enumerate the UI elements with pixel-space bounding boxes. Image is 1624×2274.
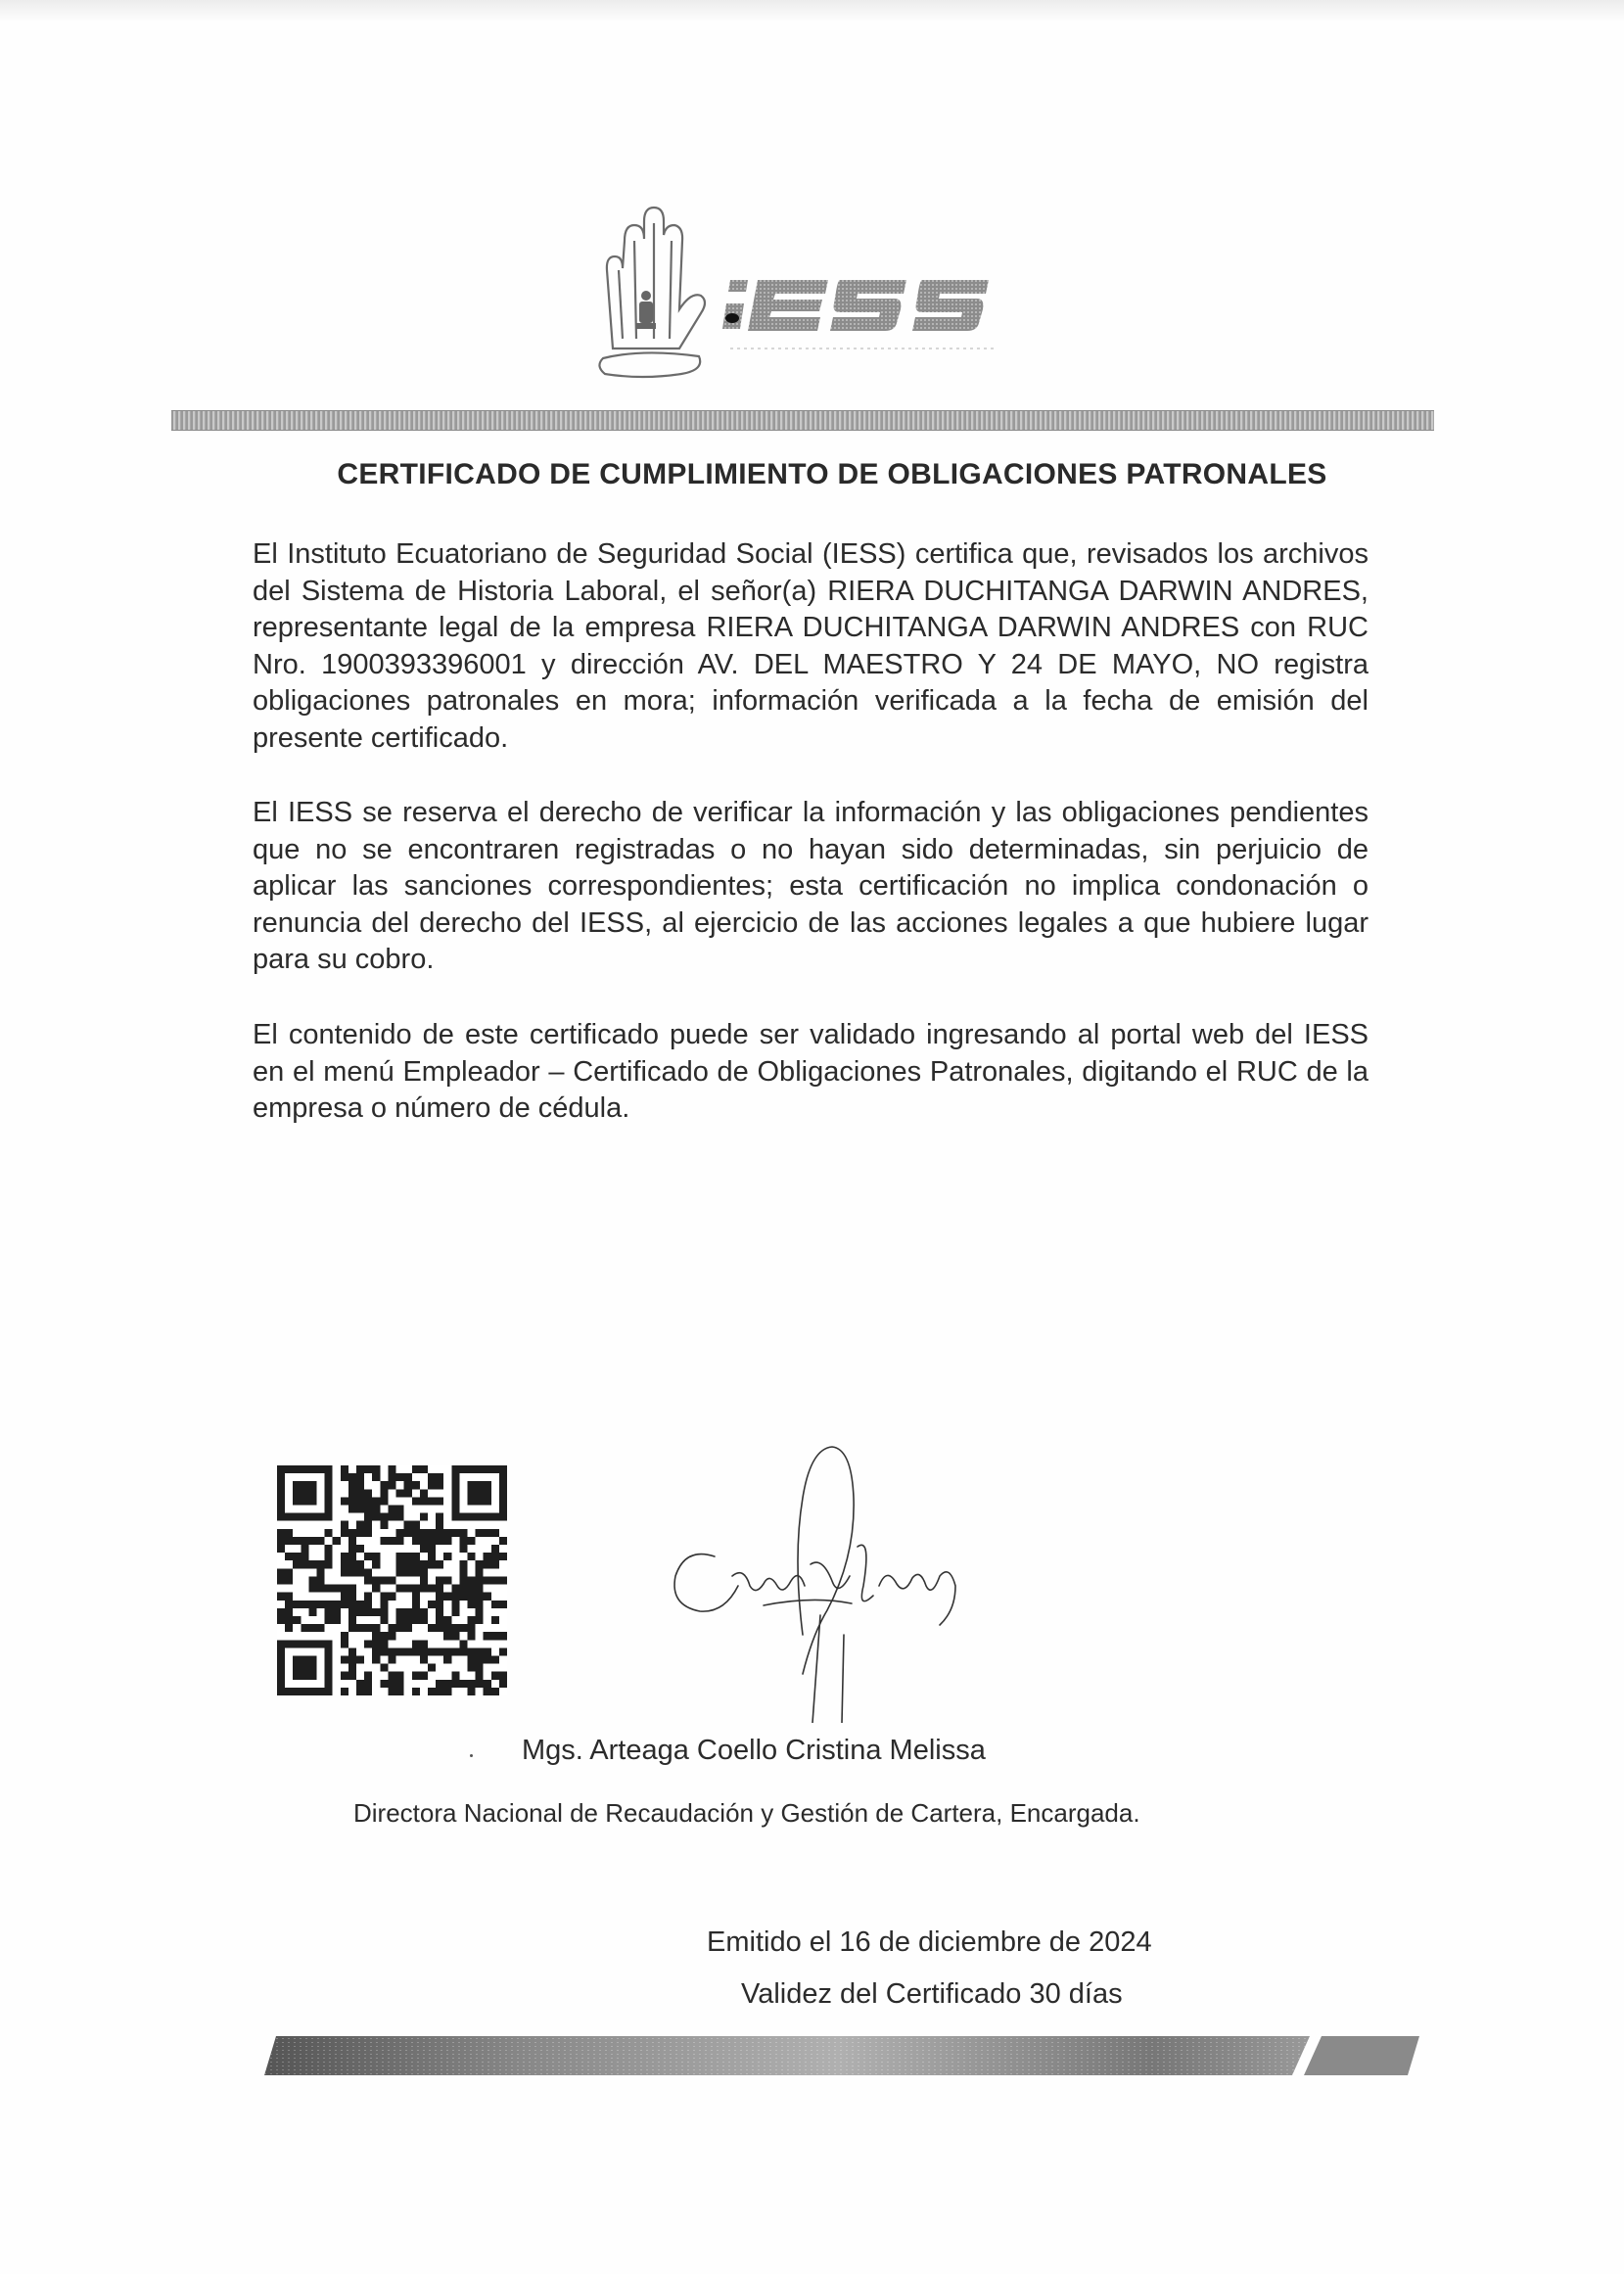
iess-logo: [583, 202, 1004, 388]
issue-date: Emitido el 16 de diciembre de 2024: [707, 1926, 1152, 1958]
paragraph-certification: El Instituto Ecuatoriano de Seguridad Social (IESS) certifica que, revisados los archivos del Sistema de Historia Laboral, el señor(a) RIERA DUCHITANGA DARWIN ANDRES, representante legal de la empresa RIERA DUCHITANGA DARWIN ANDRES con RUC Nro. 1900393396001 y dirección AV. DEL MAESTRO Y 24 DE MAYO, NO registra obligaciones patronales en mora; información verificada a la fecha de emisión del presente certificado.: [253, 538, 1369, 754]
signer-name: Mgs. Arteaga Coello Cristina Melissa: [522, 1735, 986, 1766]
paragraph-validation: El contenido de este certificado puede ser validado ingresando al portal web del IESS en el menú Empleador – Certificado de Obligaciones Patronales, digitando el RUC de la empresa o número de cédula.: [253, 1019, 1369, 1124]
footer-band: [264, 2034, 1419, 2077]
handwritten-signature: [656, 1439, 989, 1723]
scan-speck: [470, 1754, 473, 1757]
scan-shadow: [0, 0, 1624, 22]
header-rule: [171, 410, 1434, 431]
qr-code: [277, 1465, 507, 1695]
document-title: CERTIFICADO DE CUMPLIMIENTO DE OBLIGACIONES PATRONALES: [337, 458, 1327, 490]
validity-period: Validez del Certificado 30 días: [741, 1978, 1123, 2010]
paragraph-reservation: El IESS se reserva el derecho de verificar la información y las obligaciones pendientes que no se encontraren registradas o no hayan sido determinadas, sin perjuicio de aplicar las sanciones correspondientes; esta certificación no implica condonación o renuncia del derecho del IESS, al ejercicio de las acciones legales a que hubiere lugar para su cobro.: [253, 797, 1369, 975]
signer-role: Directora Nacional de Recaudación y Gestión de Cartera, Encargada.: [353, 1798, 1140, 1828]
